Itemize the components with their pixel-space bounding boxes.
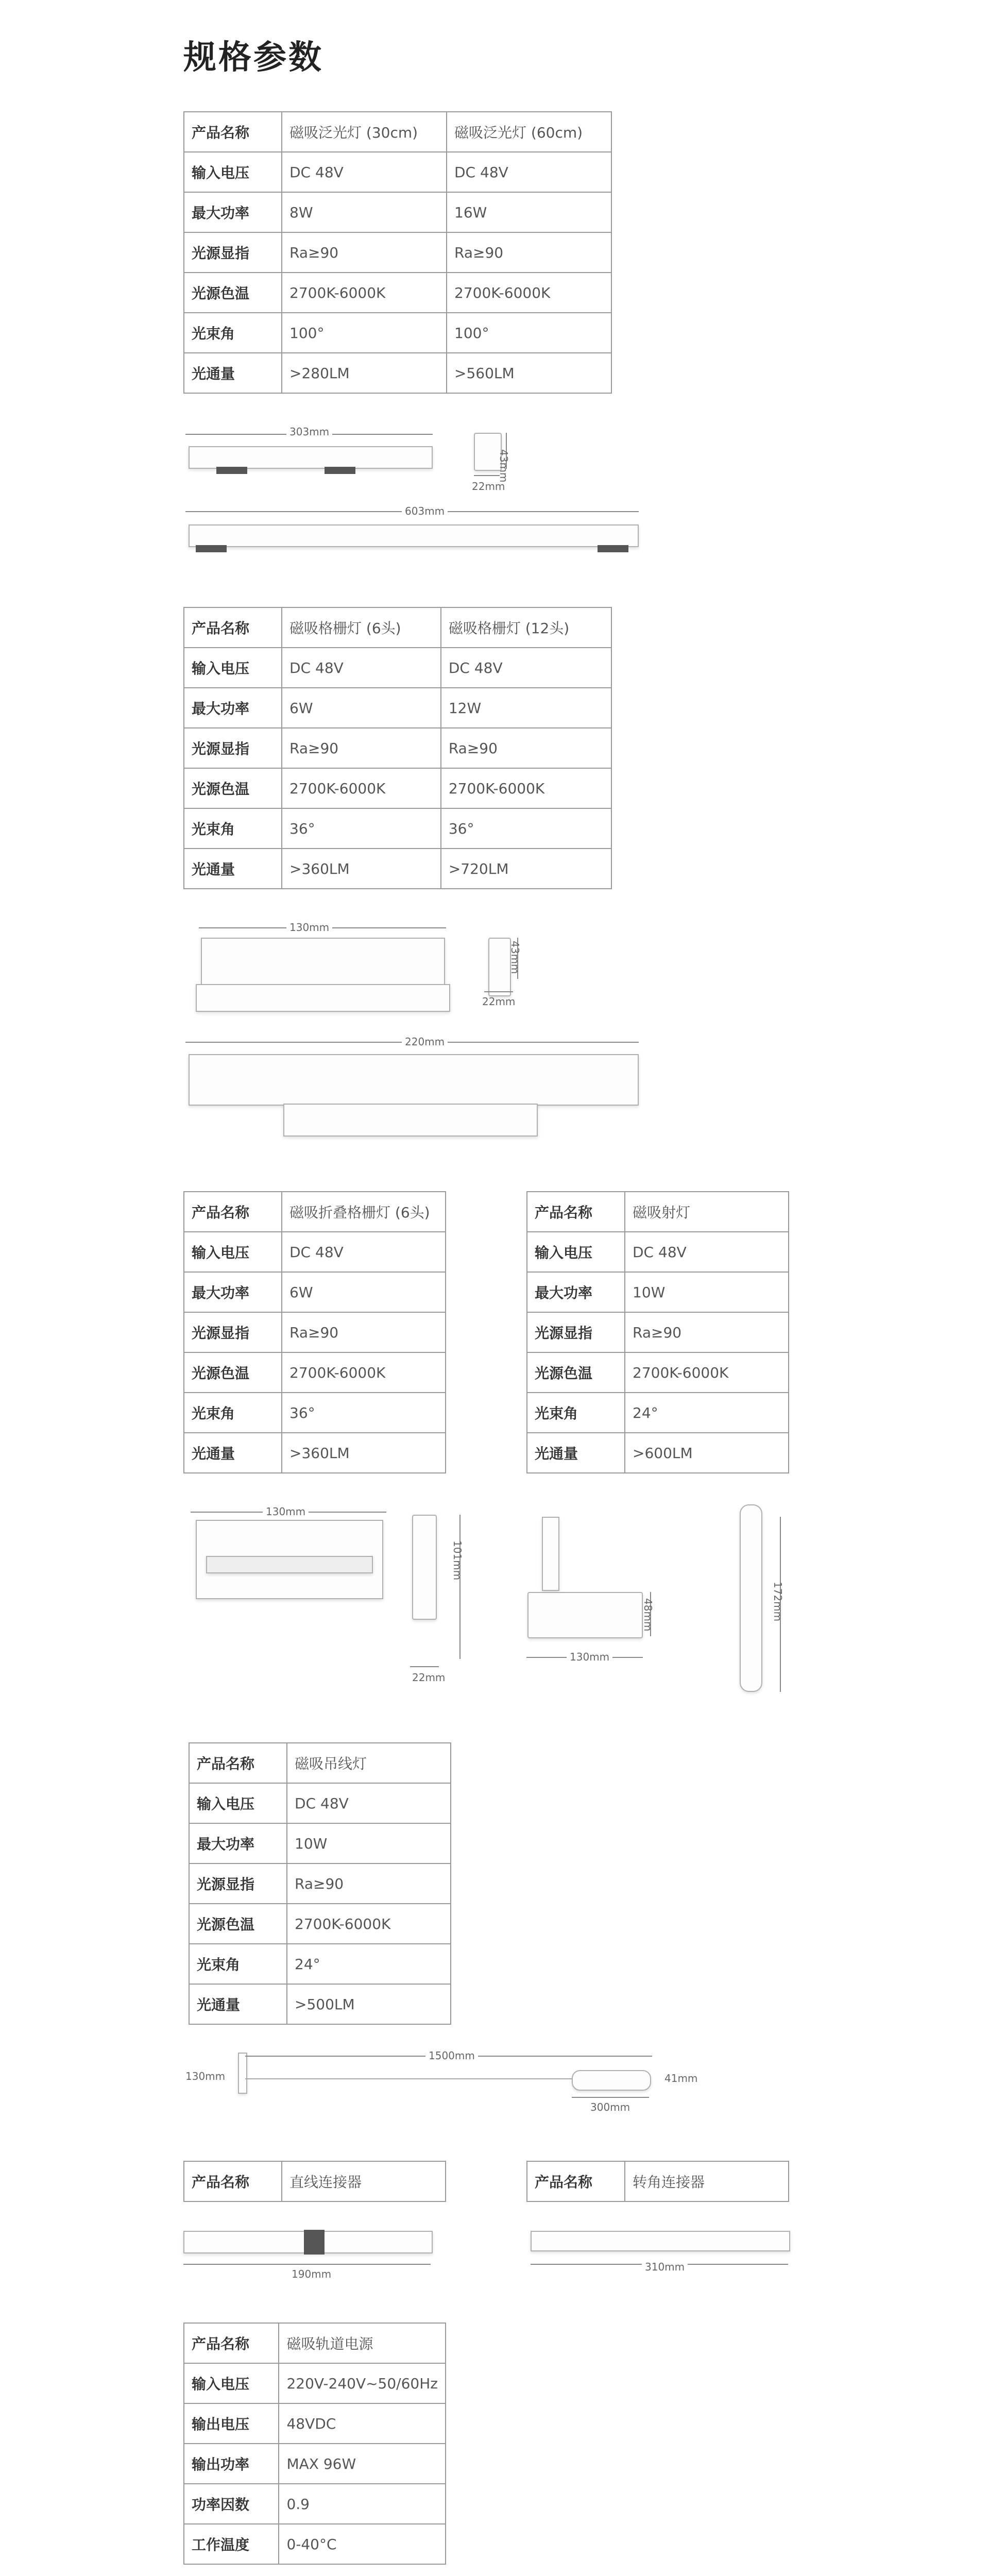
spec-value: 6W	[282, 1272, 446, 1312]
spec-value: 6W	[282, 688, 441, 728]
spec-value: 直线连接器	[282, 2161, 446, 2201]
table-row	[184, 2363, 446, 2403]
spec-value: DC 48V	[287, 1783, 451, 1823]
spec-value: 磁吸泛光灯 (30cm)	[282, 112, 447, 152]
spec-label: 光源色温	[184, 273, 282, 313]
spec-label: 光源显指	[184, 728, 282, 768]
table-row	[527, 1232, 789, 1272]
spec-label: 光通量	[184, 353, 282, 393]
table-row	[189, 1743, 451, 1783]
table-row	[184, 1312, 446, 1352]
table-row	[184, 1232, 446, 1272]
spec-label: 最大功率	[189, 1823, 287, 1863]
spec-value: Ra≥90	[282, 728, 441, 768]
spec-label: 光束角	[527, 1393, 625, 1433]
table-row	[527, 1312, 789, 1352]
spec-label: 光源色温	[184, 768, 282, 808]
spec-label: 光源色温	[189, 1904, 287, 1944]
spec-value: >600LM	[625, 1433, 789, 1473]
spec-label: 光通量	[527, 1433, 625, 1473]
spec-value: 36°	[282, 808, 441, 849]
table-row	[184, 232, 611, 273]
spec-label: 光束角	[184, 313, 282, 353]
spec-label: 产品名称	[184, 2323, 279, 2363]
spec-table-pendant	[189, 1742, 451, 2025]
table-row	[184, 2524, 446, 2564]
spec-value: 12W	[441, 688, 611, 728]
spec-value: Ra≥90	[441, 728, 611, 768]
spec-table-floodlight	[183, 111, 612, 394]
spec-value: 24°	[287, 1944, 451, 1984]
spec-value: >560LM	[447, 353, 611, 393]
table-row	[527, 1433, 789, 1473]
table-row	[527, 2161, 789, 2201]
spec-label: 工作温度	[184, 2524, 279, 2564]
spec-value: 2700K-6000K	[287, 1904, 451, 1944]
spec-value: 磁吸射灯	[625, 1192, 789, 1232]
table-row	[184, 849, 611, 889]
spec-label: 光束角	[184, 808, 282, 849]
spec-value: >500LM	[287, 1984, 451, 2024]
spec-value: >360LM	[282, 849, 441, 889]
spec-label: 最大功率	[527, 1272, 625, 1312]
spec-table-spotlight	[526, 1191, 789, 1473]
spec-label: 光通量	[184, 849, 282, 889]
table-row	[184, 1192, 446, 1232]
spec-value: 100°	[282, 313, 447, 353]
spec-value: 磁吸泛光灯 (60cm)	[447, 112, 611, 152]
table-row	[184, 1272, 446, 1312]
spec-table-grille	[183, 607, 612, 889]
spec-value: 24°	[625, 1393, 789, 1433]
spec-value: 磁吸吊线灯	[287, 1743, 451, 1783]
table-row	[184, 728, 611, 768]
specs-title: 规格参数	[183, 39, 323, 77]
spec-value: 2700K-6000K	[441, 768, 611, 808]
spec-value: DC 48V	[625, 1232, 789, 1272]
spec-label: 输入电压	[189, 1783, 287, 1823]
spec-value: 36°	[282, 1393, 446, 1433]
spec-label: 光源色温	[527, 1352, 625, 1393]
spec-value: 2700K-6000K	[282, 1352, 446, 1393]
spec-value: 转角连接器	[625, 2161, 789, 2201]
table-row	[184, 648, 611, 688]
table-row	[184, 768, 611, 808]
spec-value: DC 48V	[282, 1232, 446, 1272]
table-row	[189, 1984, 451, 2024]
spec-table-power-supply	[183, 2323, 446, 2565]
spec-label: 产品名称	[184, 2161, 282, 2201]
table-row	[184, 2323, 446, 2363]
table-row	[184, 2161, 446, 2201]
table-row	[527, 1393, 789, 1433]
spec-value: 磁吸格栅灯 (6头)	[282, 607, 441, 648]
spec-label: 光通量	[184, 1433, 282, 1473]
spec-label: 光源色温	[184, 1352, 282, 1393]
spec-label: 光束角	[189, 1944, 287, 1984]
spec-value: 36°	[441, 808, 611, 849]
table-row	[189, 1944, 451, 1984]
table-row	[184, 313, 611, 353]
spec-value: DC 48V	[282, 152, 447, 192]
spec-label: 产品名称	[189, 1743, 287, 1783]
spec-label: 最大功率	[184, 192, 282, 232]
table-row	[184, 112, 611, 152]
table-row	[184, 2403, 446, 2444]
spec-value: 磁吸轨道电源	[279, 2323, 446, 2363]
table-row	[527, 1272, 789, 1312]
spec-label: 输入电压	[527, 1232, 625, 1272]
spec-value: 10W	[625, 1272, 789, 1312]
spec-value: >720LM	[441, 849, 611, 889]
spec-value: 磁吸格栅灯 (12头)	[441, 607, 611, 648]
spec-value: 8W	[282, 192, 447, 232]
spec-value: DC 48V	[441, 648, 611, 688]
spec-value: 磁吸折叠格栅灯 (6头)	[282, 1192, 446, 1232]
table-row	[189, 1863, 451, 1904]
table-row	[189, 1783, 451, 1823]
spec-value: Ra≥90	[625, 1312, 789, 1352]
table-row	[184, 273, 611, 313]
spec-value: 0.9	[279, 2484, 446, 2524]
table-row	[184, 353, 611, 393]
spec-label: 产品名称	[527, 2161, 625, 2201]
spec-label: 输入电压	[184, 648, 282, 688]
spec-value: 48VDC	[279, 2403, 446, 2444]
spec-label: 输入电压	[184, 2363, 279, 2403]
spec-value: 2700K-6000K	[447, 273, 611, 313]
spec-label: 输出电压	[184, 2403, 279, 2444]
spec-value: 0-40°C	[279, 2524, 446, 2564]
table-row	[189, 1823, 451, 1863]
table-row	[189, 1904, 451, 1944]
spec-value: DC 48V	[447, 152, 611, 192]
spec-value: >280LM	[282, 353, 447, 393]
spec-label: 光源显指	[527, 1312, 625, 1352]
spec-table-folding-grille	[183, 1191, 446, 1473]
spec-value: Ra≥90	[447, 232, 611, 273]
spec-label: 最大功率	[184, 1272, 282, 1312]
table-row	[184, 152, 611, 192]
spec-value: 16W	[447, 192, 611, 232]
spec-value: DC 48V	[282, 648, 441, 688]
spec-label: 最大功率	[184, 688, 282, 728]
spec-label: 产品名称	[184, 1192, 282, 1232]
spec-label: 光源显指	[184, 1312, 282, 1352]
spec-value: Ra≥90	[282, 1312, 446, 1352]
table-row	[184, 1433, 446, 1473]
spec-label: 功率因数	[184, 2484, 279, 2524]
spec-value: Ra≥90	[282, 232, 447, 273]
spec-value: >360LM	[282, 1433, 446, 1473]
spec-label: 光源显指	[184, 232, 282, 273]
spec-value: 10W	[287, 1823, 451, 1863]
spec-label: 输入电压	[184, 152, 282, 192]
spec-label: 光源显指	[189, 1863, 287, 1904]
spec-value: 100°	[447, 313, 611, 353]
table-row	[184, 2484, 446, 2524]
table-row	[184, 808, 611, 849]
spec-table-corner-connector	[526, 2161, 789, 2202]
spec-label: 产品名称	[184, 112, 282, 152]
table-row	[184, 688, 611, 728]
table-row	[184, 2444, 446, 2484]
spec-label: 产品名称	[527, 1192, 625, 1232]
spec-label: 输出功率	[184, 2444, 279, 2484]
spec-value: 2700K-6000K	[625, 1352, 789, 1393]
spec-label: 光通量	[189, 1984, 287, 2024]
table-row	[527, 1192, 789, 1232]
spec-value: MAX 96W	[279, 2444, 446, 2484]
table-row	[184, 1352, 446, 1393]
table-row	[184, 607, 611, 648]
spec-label: 输入电压	[184, 1232, 282, 1272]
spec-value: Ra≥90	[287, 1863, 451, 1904]
spec-value: 2700K-6000K	[282, 273, 447, 313]
table-row	[184, 192, 611, 232]
table-row	[184, 1393, 446, 1433]
spec-value: 220V-240V~50/60Hz	[279, 2363, 446, 2403]
spec-label: 产品名称	[184, 607, 282, 648]
spec-label: 光束角	[184, 1393, 282, 1433]
spec-value: 2700K-6000K	[282, 768, 441, 808]
table-row	[527, 1352, 789, 1393]
spec-table-straight-connector	[183, 2161, 446, 2202]
